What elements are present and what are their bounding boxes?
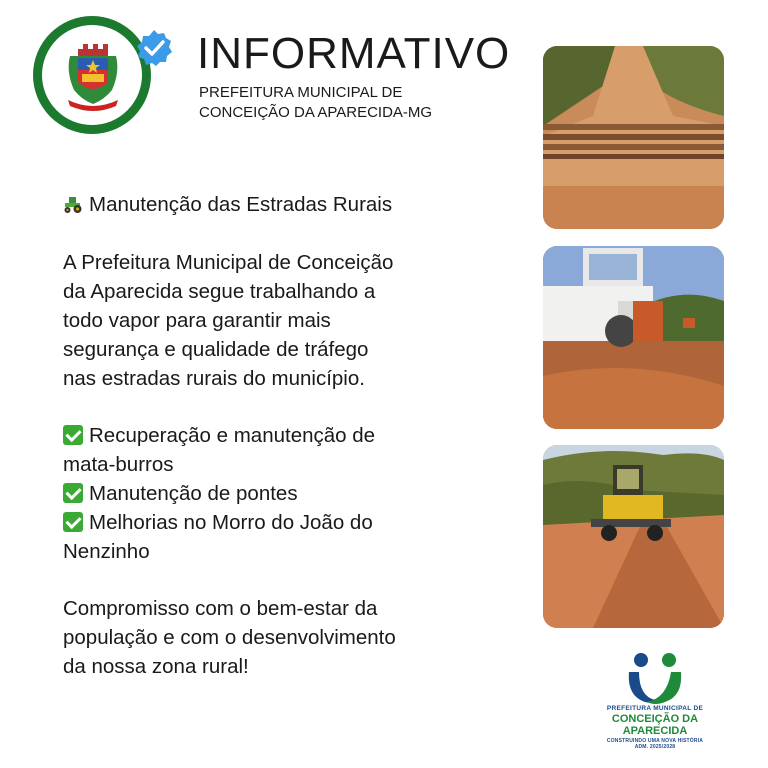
check-icon (63, 425, 83, 445)
list-item-text: Manutenção de pontes (89, 482, 298, 505)
page-title: INFORMATIVO (197, 29, 511, 78)
page-subtitle (199, 83, 432, 123)
list-item-continuation: Nenzinho (63, 540, 150, 563)
dirt-road-bridge-photo (543, 46, 724, 229)
paragraph-line: todo vapor para garantir mais (63, 309, 331, 332)
logo-line: APARECIDA (622, 725, 688, 737)
check-icon (63, 512, 83, 532)
list-item (63, 421, 443, 450)
logo-line: CONSTRUINDO UMA NOVA HISTÓRIA (606, 738, 704, 744)
paragraph-line: A Prefeitura Municipal de Conceição (63, 251, 394, 274)
checklist (63, 421, 443, 566)
paragraph-line: da Aparecida segue trabalhando a (63, 280, 376, 303)
motor-grader-photo (543, 445, 724, 628)
list-item-continuation: mata-burros (63, 453, 174, 476)
paragraph-line: Compromisso com o bem-estar da (63, 597, 378, 620)
paragraph-line: população e com o desenvolvimento (63, 626, 396, 649)
road-roller-photo (543, 246, 724, 429)
logo-line: PREFEITURA MUNICIPAL DE (606, 705, 704, 712)
verified-badge-icon (134, 28, 174, 68)
paragraph-line: segurança e qualidade de tráfego (63, 338, 369, 361)
paragraph-line: da nossa zona rural! (63, 655, 249, 678)
closing-paragraph (63, 594, 443, 681)
subtitle-line: CONCEIÇÃO DA APARECIDA-MG (199, 104, 433, 121)
list-item-text: Recuperação e manutenção de (89, 424, 376, 447)
check-icon (63, 483, 83, 503)
municipal-crest-icon (64, 42, 122, 112)
logo-line: CONCEIÇÃO DA (611, 713, 699, 725)
list-item (63, 508, 443, 537)
heading-text: Manutenção das Estradas Rurais (89, 193, 393, 216)
subtitle-line: PREFEITURA MUNICIPAL DE (199, 84, 403, 101)
tractor-icon (63, 194, 83, 214)
list-item-text: Melhorias no Morro do João do (89, 511, 373, 534)
intro-paragraph (63, 248, 443, 393)
paragraph-line: nas estradas rurais do município. (63, 367, 365, 390)
logo-line: ADM. 2025/2028 (634, 744, 676, 750)
list-item (63, 479, 443, 508)
post-heading (63, 190, 443, 219)
